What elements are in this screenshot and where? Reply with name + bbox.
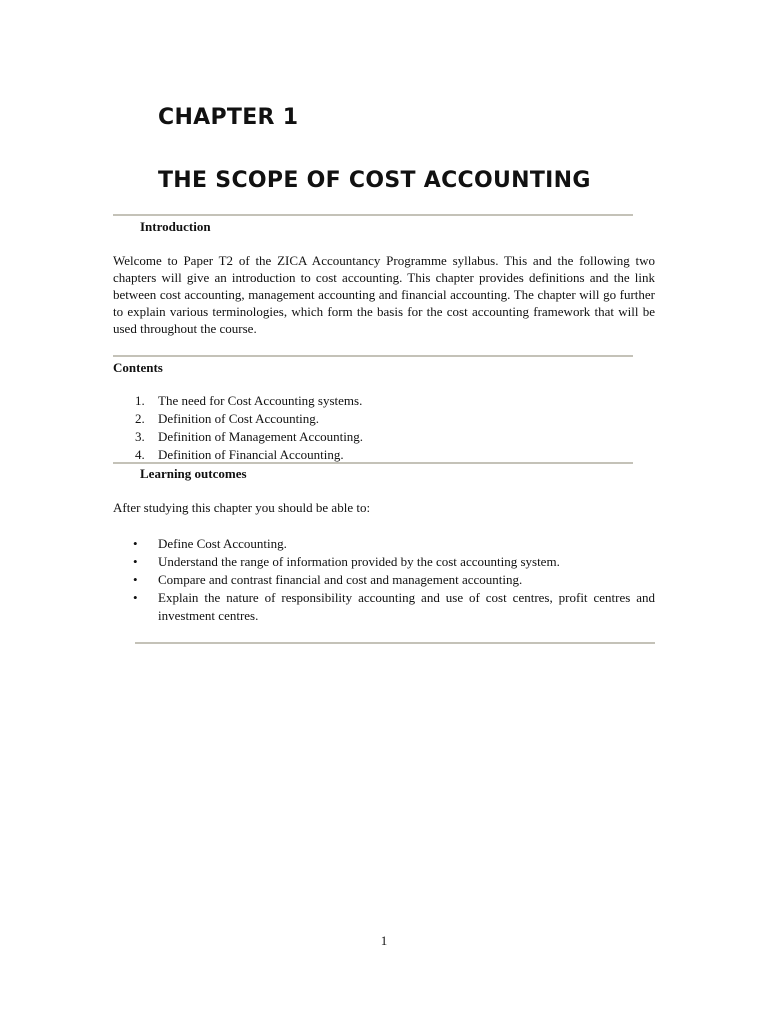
bullet-icon: • xyxy=(133,554,138,569)
contents-item-text: Definition of Cost Accounting. xyxy=(158,411,320,426)
outcome-item xyxy=(113,535,655,553)
outcome-item xyxy=(113,589,655,625)
contents-list xyxy=(113,392,655,464)
learning-outcomes-lead: After studying this chapter you should be able to: xyxy=(113,500,371,515)
contents-item xyxy=(113,392,655,410)
divider-line xyxy=(113,355,633,357)
chapter-number: CHAPTER 1 xyxy=(158,105,299,130)
divider-line xyxy=(135,642,655,644)
outcome-text: Define Cost Accounting. xyxy=(158,536,287,551)
learning-outcomes-list xyxy=(113,535,655,625)
page-number: 1 xyxy=(380,933,388,948)
bullet-icon: • xyxy=(133,572,138,587)
contents-item-text: Definition of Financial Accounting. xyxy=(158,447,344,462)
contents-item-number: 2. xyxy=(135,411,145,426)
bullet-icon: • xyxy=(133,590,138,605)
outcome-item xyxy=(113,571,655,589)
introduction-text: Welcome to Paper T2 of the ZICA Accountancy Programme syllabus. This and the following two chapters will give an introduction to cost accounting. This chapter provides definitions and the link between cost accounting, management accounting and financial accounting. The chapter will go further to explain various terminologies, which form the basis for the cost accounting framework that will be used throughout the course. xyxy=(113,253,655,336)
contents-item-number: 1. xyxy=(135,393,145,408)
contents-item xyxy=(113,410,655,428)
introduction-heading: Introduction xyxy=(140,219,211,234)
contents-item-text: Definition of Management Accounting. xyxy=(158,429,364,444)
contents-item xyxy=(113,428,655,446)
contents-item-number: 4. xyxy=(135,447,145,462)
bullet-icon: • xyxy=(133,536,138,551)
contents-item-number: 3. xyxy=(135,429,145,444)
contents-item-text: The need for Cost Accounting systems. xyxy=(158,393,363,408)
outcome-item xyxy=(113,553,655,571)
divider-line xyxy=(113,462,633,464)
outcome-text: Understand the range of information provided by the cost accounting system. xyxy=(158,554,560,569)
contents-heading: Contents xyxy=(113,360,163,375)
outcome-text: Explain the nature of responsibility accounting and use of cost centres, profit centres and investment centres. xyxy=(158,590,655,623)
outcome-text: Compare and contrast financial and cost and management accounting. xyxy=(158,572,523,587)
divider-line xyxy=(113,214,633,216)
learning-outcomes-heading: Learning outcomes xyxy=(140,466,247,481)
chapter-title: THE SCOPE OF COST ACCOUNTING xyxy=(158,168,591,193)
